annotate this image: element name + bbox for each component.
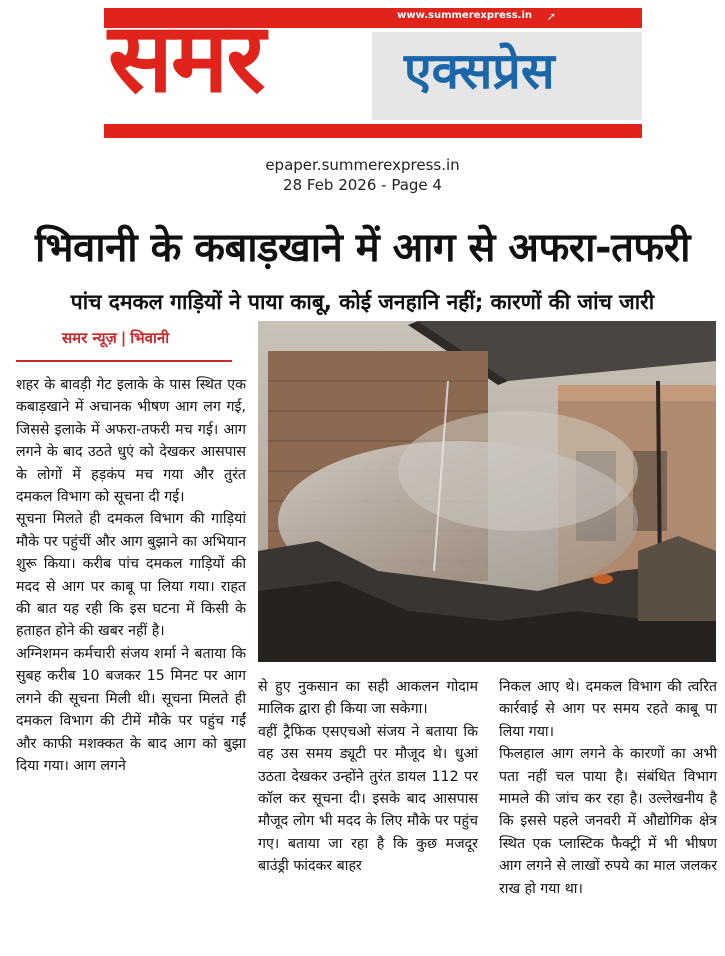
article-headline: भिवानी के कबाड़खाने में आग से अफरा-तफरी <box>35 225 690 271</box>
article-byline <box>62 328 169 348</box>
paragraph: निकल आए थे। दमकल विभाग की त्वरित कार्रवाई से आग पर समय रहते काबू पा लिया गया। <box>499 679 717 740</box>
paragraph: से हुए नुकसान का सही आकलन गोदाम मालिक द्वारा ही किया जा सकेगा। <box>258 679 478 718</box>
masthead-logo <box>104 2 642 140</box>
paragraph: फिलहाल आग लगने के कारणों का अभी पता नहीं चल पाया है। संबंधित विभाग मामले की जांच कर रहा है। उल्लेखनीय है कि इससे पहले जनवरी में औद्योगिक क्षेत्र स्थित एक प्लास्टिक फैक्ट्री में भी भीषण आग लगने से लाखों रुपये का माल जलकर राख हो गया था। <box>499 746 717 897</box>
byline-source: समर न्यूज़ <box>62 329 117 347</box>
paragraph: अग्निशमन कर्मचारी संजय शर्मा ने बताया कि सुबह करीब 10 बजकर 15 मिनट पर आग लगने की सूचना मिली थी। सूचना मिलते ही दमकल विभाग की टीमें मौके पर पहुंच गईं और काफी मशक्कत के बाद आग को बुझा दिया गया। आग लगने <box>16 645 246 774</box>
fire-scrapyard-photo <box>258 321 716 662</box>
paragraph: वहीं ट्रैफिक एसएचओ संजय ने बताया कि वह उस समय ड्यूटी पर मौजूद थे। धुआं उठता देखकर उन्होंने तुरंत डायल 112 पर कॉल कर सूचना दी। इसके बाद आसपास मौजूद लोग भी मदद के लिए मौके पर पहुंच गए। बताया जा रहा है कि कुछ मजदूर बाउंड्री फांदकर बाहर <box>258 723 478 875</box>
masthead-url: www.summerexpress.in <box>397 10 532 21</box>
photo-illustration <box>258 321 716 662</box>
paragraph: शहर के बावड़ी गेट इलाके के पास स्थित एक कबाड़खाने में अचानक भीषण आग लग गई, जिससे इलाके में अफरा-तफरी मच गई। आग लगने के बाद उठते धुएं को देखकर आसपास के लोगों में हड़कंप मच गया और तुरंत दमकल विभाग को सूचना दी गई। <box>16 377 246 506</box>
masthead-bottom-bar <box>104 124 642 138</box>
paragraph: सूचना मिलते ही दमकल विभाग की गाड़ियां मौके पर पहुंचीं और आग बुझाने का अभियान शुरू किया। करीब पांच दमकल गाड़ियों की मदद से आग पर काबू पा लिया गया। राहत की बात यह रही कि इस घटना में किसी के हताहत होने की खबर नहीं है। <box>16 511 246 640</box>
masthead-title-sub: एक्सप्रेस <box>404 42 555 100</box>
byline-rule <box>16 360 232 362</box>
article-column-2 <box>258 676 478 878</box>
article-column-3 <box>499 676 717 900</box>
article-column-1 <box>16 374 246 777</box>
article-subheadline: पांच दमकल गाड़ियों ने पाया काबू, कोई जनहानि नहीं; कारणों की जांच जारी <box>70 290 655 314</box>
byline-separator: | <box>120 329 127 347</box>
cursor-icon: ➚ <box>546 10 556 23</box>
byline-place: भिवानी <box>130 329 170 347</box>
masthead-title-main: समर <box>108 2 264 114</box>
edition-date-page: 28 Feb 2026 - Page 4 <box>283 176 442 194</box>
edition-site: epaper.summerexpress.in <box>265 156 460 174</box>
